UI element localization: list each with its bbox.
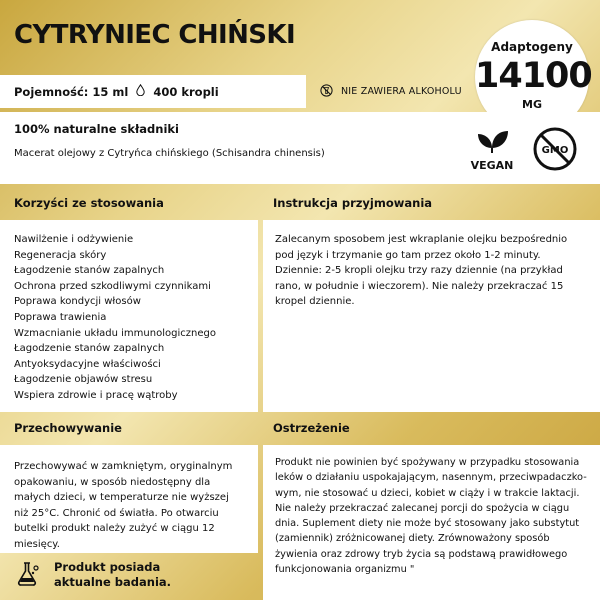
list-item: Ochrona przed szkodliwymi czynnikami xyxy=(14,280,211,292)
natural-ingredients-section xyxy=(0,112,600,184)
list-item: Poprawa trawienia xyxy=(14,311,107,323)
instructions-text: Zalecanym sposobem jest wkraplanie olejku bezpośrednio pod język i trzymanie go tam przez około 1-2 minuty. Dziennie: 2-5 kropli olejku trzy razy dziennie (na przykład rano, w południe i wieczorem). Nie należy przekraczać 15 kropel dziennie. xyxy=(275,234,568,308)
list-item: Antyoksydacyjne właściwości xyxy=(14,358,161,370)
gmo-free-icon xyxy=(532,126,578,172)
capacity-text: Pojemność: 15 ml xyxy=(14,84,129,99)
benefits-title: Korzyści ze stosowania xyxy=(14,196,164,210)
natural-title: 100% naturalne składniki xyxy=(14,122,179,136)
research-text: Produkt posiada aktualne badania. xyxy=(54,560,172,589)
benefits-card xyxy=(0,220,258,412)
warning-text: Produkt nie powinien być spożywany w przypadku stosowania leków o działaniu uspokajającym, nasennym, przeciwpadaczko-wym, nie stosować u dzieci, kobiet w ciąży i w trakcie laktacji. Nie należy przekraczać zalecanej porcji do spożycia w ciągu dnia. Suplement diety nie może być stosowany jako substytut (zamiennik) zróżnicowanej diety. Zrównoważony sposób żywienia oraz zdrowy tryb życia są podstawą prawidłowego funkcjonowania organizmu " xyxy=(275,457,587,576)
research-note xyxy=(14,560,214,590)
capacity-bar xyxy=(0,75,306,108)
list-item: Łagodzenie objawów stresu xyxy=(14,374,153,386)
alcohol-free-label xyxy=(306,75,475,108)
no-alcohol-icon xyxy=(320,84,333,100)
warning-card xyxy=(263,445,600,600)
badge-label: Adaptogeny xyxy=(491,40,573,54)
list-item: Poprawa kondycji włosów xyxy=(14,296,141,308)
storage-title: Przechowywanie xyxy=(14,421,122,435)
drop-icon xyxy=(136,84,145,99)
list-item: Łagodzenie stanów zapalnych xyxy=(14,265,165,277)
list-item: Łagodzenie stanów zapalnych xyxy=(14,343,165,355)
certification-logos xyxy=(470,126,578,174)
list-item: Nawilżenie i odżywienie xyxy=(14,234,134,245)
list-item: Wspiera zdrowie i pracę wątroby xyxy=(14,389,178,401)
warning-title: Ostrzeżenie xyxy=(273,421,350,435)
vegan-icon xyxy=(470,126,514,174)
storage-text: Przechowywać w zamkniętym, oryginalnym opakowaniu, w sposób niedostępny dla małych dzieci, w temperaturze nie wyższej niż 25°C. Chronić od światła. Po otwarciu butelki produkt należy zużyć w ciągu 12 miesięcy. xyxy=(14,461,233,550)
natural-description: Macerat olejowy z Cytryńca chińskiego (Schisandra chinensis) xyxy=(14,148,325,159)
list-item: Regeneracja skóry xyxy=(14,249,107,261)
badge-value: 14100 xyxy=(475,56,592,96)
instructions-card xyxy=(263,220,600,412)
drops-text: 400 kropli xyxy=(153,84,219,99)
instructions-title: Instrukcja przyjmowania xyxy=(273,196,433,210)
alcohol-text: NIE ZAWIERA ALKOHOLU xyxy=(341,86,462,97)
lab-research-icon xyxy=(14,560,42,588)
gmo-logo-text: GMO xyxy=(541,145,569,156)
badge-unit: MG xyxy=(522,98,542,111)
benefits-list xyxy=(14,232,244,404)
list-item: Wzmacnianie układu immunologicznego xyxy=(14,327,216,339)
vegan-logo-text: VEGAN xyxy=(470,159,514,172)
page-title: CYTRYNIEC CHIŃSKI xyxy=(14,20,296,50)
storage-card xyxy=(0,445,258,553)
